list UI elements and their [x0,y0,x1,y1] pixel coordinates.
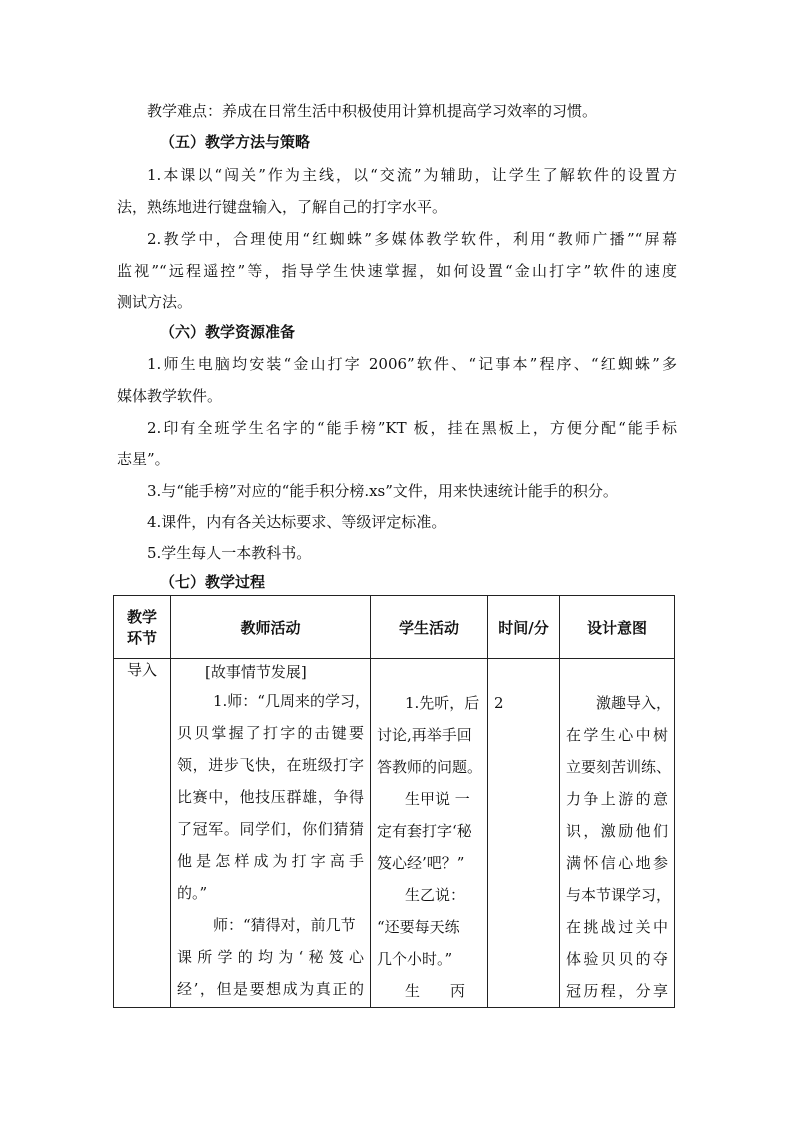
teacher-line: 领，进步飞快，在班级打字 [177,756,364,774]
teacher-line: 他是怎样成为打字高手 [177,852,364,870]
teacher-line: 了冠军。同学们，你们猜猜 [177,820,364,838]
student-line: 生 丙 [405,982,466,1000]
paragraph-line: 3.与“能手榜”对应的“能手积分榜.xs”文件，用来快速统计能手的积分。 [147,482,618,500]
paragraph-line: 志星”。 [117,450,170,468]
teacher-line: 贝贝掌握了打字的击键要 [177,724,364,742]
teacher-line: 经’，但是要想成为真正的 [177,980,364,998]
teacher-line: 的。” [177,884,208,902]
intent-line: 立要刻苦训练、 [566,758,672,776]
paragraph-line: 媒体教学软件。 [117,387,223,405]
intent-line: 冠历程，分享 [566,982,668,1000]
header-intent: 设计意图 [560,596,675,659]
header-teacher: 教师活动 [171,596,371,659]
student-line: 生甲说 一 [405,790,470,808]
student-line: 答教师的问题。 [377,758,483,776]
time-cell [488,659,560,1008]
student-line: “还要每天练 [377,918,460,936]
table-row [114,659,675,1008]
intent-line: 力争上游的意 [566,790,668,808]
paragraph-line: 1.师生电脑均安装“金山打字 2006”软件、“记事本”程序、“红蜘蛛”多 [147,355,677,373]
section-heading-methods: （五）教学方法与策略 [160,133,311,151]
paragraph-line: 监视”“远程遥控”等，指导学生快速掌握，如何设置“金山打字”软件的速度 [117,262,677,280]
intent-line: 识，激励他们 [566,822,668,840]
teaching-process-table [113,595,675,1008]
intent-line: 满怀信心地参 [566,854,668,872]
intent-line: 与本节课学习， [566,886,672,904]
time-value: 2 [494,694,504,712]
teaching-difficulty-line: 教学难点：养成在日常生活中积极使用计算机提高学习效率的习惯。 [147,102,598,120]
intent-line: 激趣导入， [596,694,672,712]
teacher-line: 比赛中，他技压群雄，争得 [177,788,364,806]
student-line: 1.先听，后 [405,694,480,712]
header-student: 学生活动 [371,596,488,659]
intent-line: 体验贝贝的夺 [566,950,668,968]
paragraph-line: 4.课件，内有各关达标要求、等级评定标准。 [147,513,447,531]
section-heading-process: （七）教学过程 [160,573,266,591]
paragraph-line: 2.印有全班学生名字的“能手榜”KT 板，挂在黑板上，方便分配“能手标 [147,419,677,437]
paragraph-line: 1.本课以“闯关”作为主线，以“交流”为辅助，让学生了解软件的设置方 [147,166,677,184]
section-heading-resources: （六）教学资源准备 [160,323,296,341]
header-segment-line2: 环节 [126,629,157,647]
header-segment [114,596,171,659]
teacher-activity-cell [171,659,371,1008]
intent-line: 在学生心中树 [566,726,668,744]
paragraph-line: 5.学生每人一本教科书。 [147,544,312,562]
table-header-row [114,596,675,659]
teacher-line: 课所学的均为‘秘笈心 [177,948,364,966]
student-activity-cell [371,659,488,1008]
student-line: 几个小时。” [377,950,453,968]
header-segment-line1: 教学 [126,608,157,626]
segment-cell: 导入 [114,659,171,1008]
teacher-line: 1.师：“几周来的学习， [213,692,370,710]
paragraph-line: 2.教学中，合理使用“红蜘蛛”多媒体教学软件，利用“教师广播”“屏幕 [147,230,677,248]
student-line: 定有套打字‘秘 [377,822,472,840]
student-line: 生乙说： [405,886,466,904]
paragraph-line: 法，熟练地进行键盘输入，了解自己的打字水平。 [117,198,448,216]
student-line: 笈心经’吧？” [377,854,465,872]
paragraph-line: 测试方法。 [117,293,193,311]
student-line: 讨论,再举手回 [377,726,472,744]
intent-line: 在挑战过关中 [566,918,668,936]
teacher-line: 师：“猜得对，前几节 [213,916,356,934]
design-intent-cell [560,659,675,1008]
teacher-line: [故事情节发展] [205,663,307,681]
header-time: 时间/分 [488,596,560,659]
